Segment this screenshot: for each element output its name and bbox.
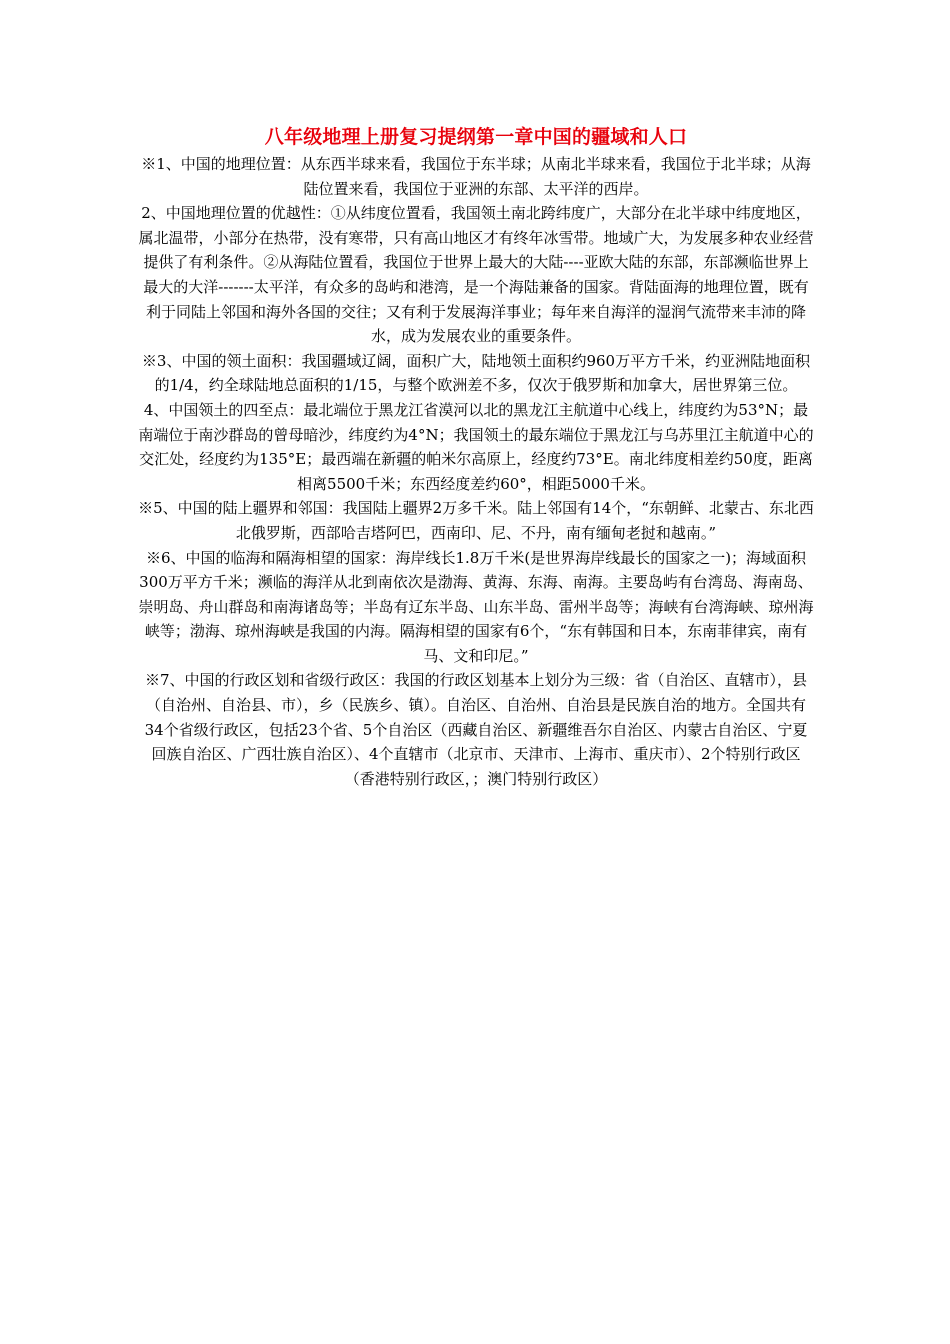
paragraph-location-advantages: 2、中国地理位置的优越性：①从纬度位置看，我国领土南北跨纬度广，大部分在北半球中纬度地区，属北温带，小部分在热带，没有寒带，只有高山地区才有终年冰雪带。地域广大，为发展多种农业经营提供了有利条件。②从海陆位置看，我国位于世界上最大的大陆----亚欧大陆的东部，东部濒临世界上最大的大洋-------太平洋，有众多的岛屿和港湾，是一个海陆兼备的国家。背陆面海的地理位置，既有利于同陆上邻国和海外各国的交往；又有利于发展海洋事业；每年来自海洋的湿润气流带来丰沛的降水，成为发展农业的重要条件。 xyxy=(138,204,814,346)
document-page xyxy=(138,124,814,791)
paragraph-geographic-location: ※1、中国的地理位置：从东西半球来看，我国位于东半球；从南北半球来看，我国位于北半球；从海陆位置来看，我国位于亚洲的东部、太平洋的西岸。 xyxy=(141,155,811,198)
document-title: 八年级地理上册复习提纲第一章中国的疆域和人口 xyxy=(264,126,688,148)
paragraph-seas-and-neighbors: ※6、中国的临海和隔海相望的国家：海岸线长1.8万千米(是世界海岸线最长的国家之一)；海域面积300万平方千米；濒临的海洋从北到南依次是渤海、黄海、东海、南海。主要岛屿有台湾岛、海南岛、崇明岛、舟山群岛和南海诸岛等；半岛有辽东半岛、山东半岛、雷州半岛等；海峡有台湾海峡、琼州海峡等；渤海、琼州海峡是我国的内海。隔海相望的国家有6个，“东有韩国和日本，东南菲律宾，南有马、文和印尼。” xyxy=(138,548,814,665)
paragraph-land-borders: ※5、中国的陆上疆界和邻国：我国陆上疆界2万多千米。陆上邻国有14个，“东朝鲜、北蒙古、东北西北俄罗斯，西部哈吉塔阿巴，西南印、尼、不丹，南有缅甸老挝和越南。” xyxy=(138,499,814,542)
paragraph-extreme-points: 4、中国领土的四至点：最北端位于黑龙江省漠河以北的黑龙江主航道中心线上，纬度约为53°N；最南端位于南沙群岛的曾母暗沙，纬度约为4°N；我国领土的最东端位于黑龙江与乌苏里江主航道中心的交汇处，经度约为135°E；最西端在新疆的帕米尔高原上，经度约73°E。南北纬度相差约50度，距离相离5500千米；东西经度差约60°，相距5000千米。 xyxy=(138,400,814,493)
paragraph-administrative-divisions: ※7、中国的行政区划和省级行政区：我国的行政区划基本上划分为三级：省（自治区、直辖市），县（自治州、自治县、市），乡（民族乡、镇）。自治区、自治州、自治县是民族自治的地方。全国共有34个省级行政区，包括23个省、5个自治区（西藏自治区、新疆维吾尔自治区、内蒙古自治区、宁夏回族自治区、广西壮族自治区）、4个直辖市（北京市、天津市、上海市、重庆市）、2个特别行政区（香港特别行政区，；澳门特别行政区） xyxy=(144,671,808,788)
paragraph-territory-area: ※3、中国的领土面积：我国疆域辽阔，面积广大，陆地领土面积约960万平方千米，约亚洲陆地面积的1/4，约全球陆地总面积的1/15，与整个欧洲差不多，仅次于俄罗斯和加拿大，居世界第三位。 xyxy=(141,351,811,395)
